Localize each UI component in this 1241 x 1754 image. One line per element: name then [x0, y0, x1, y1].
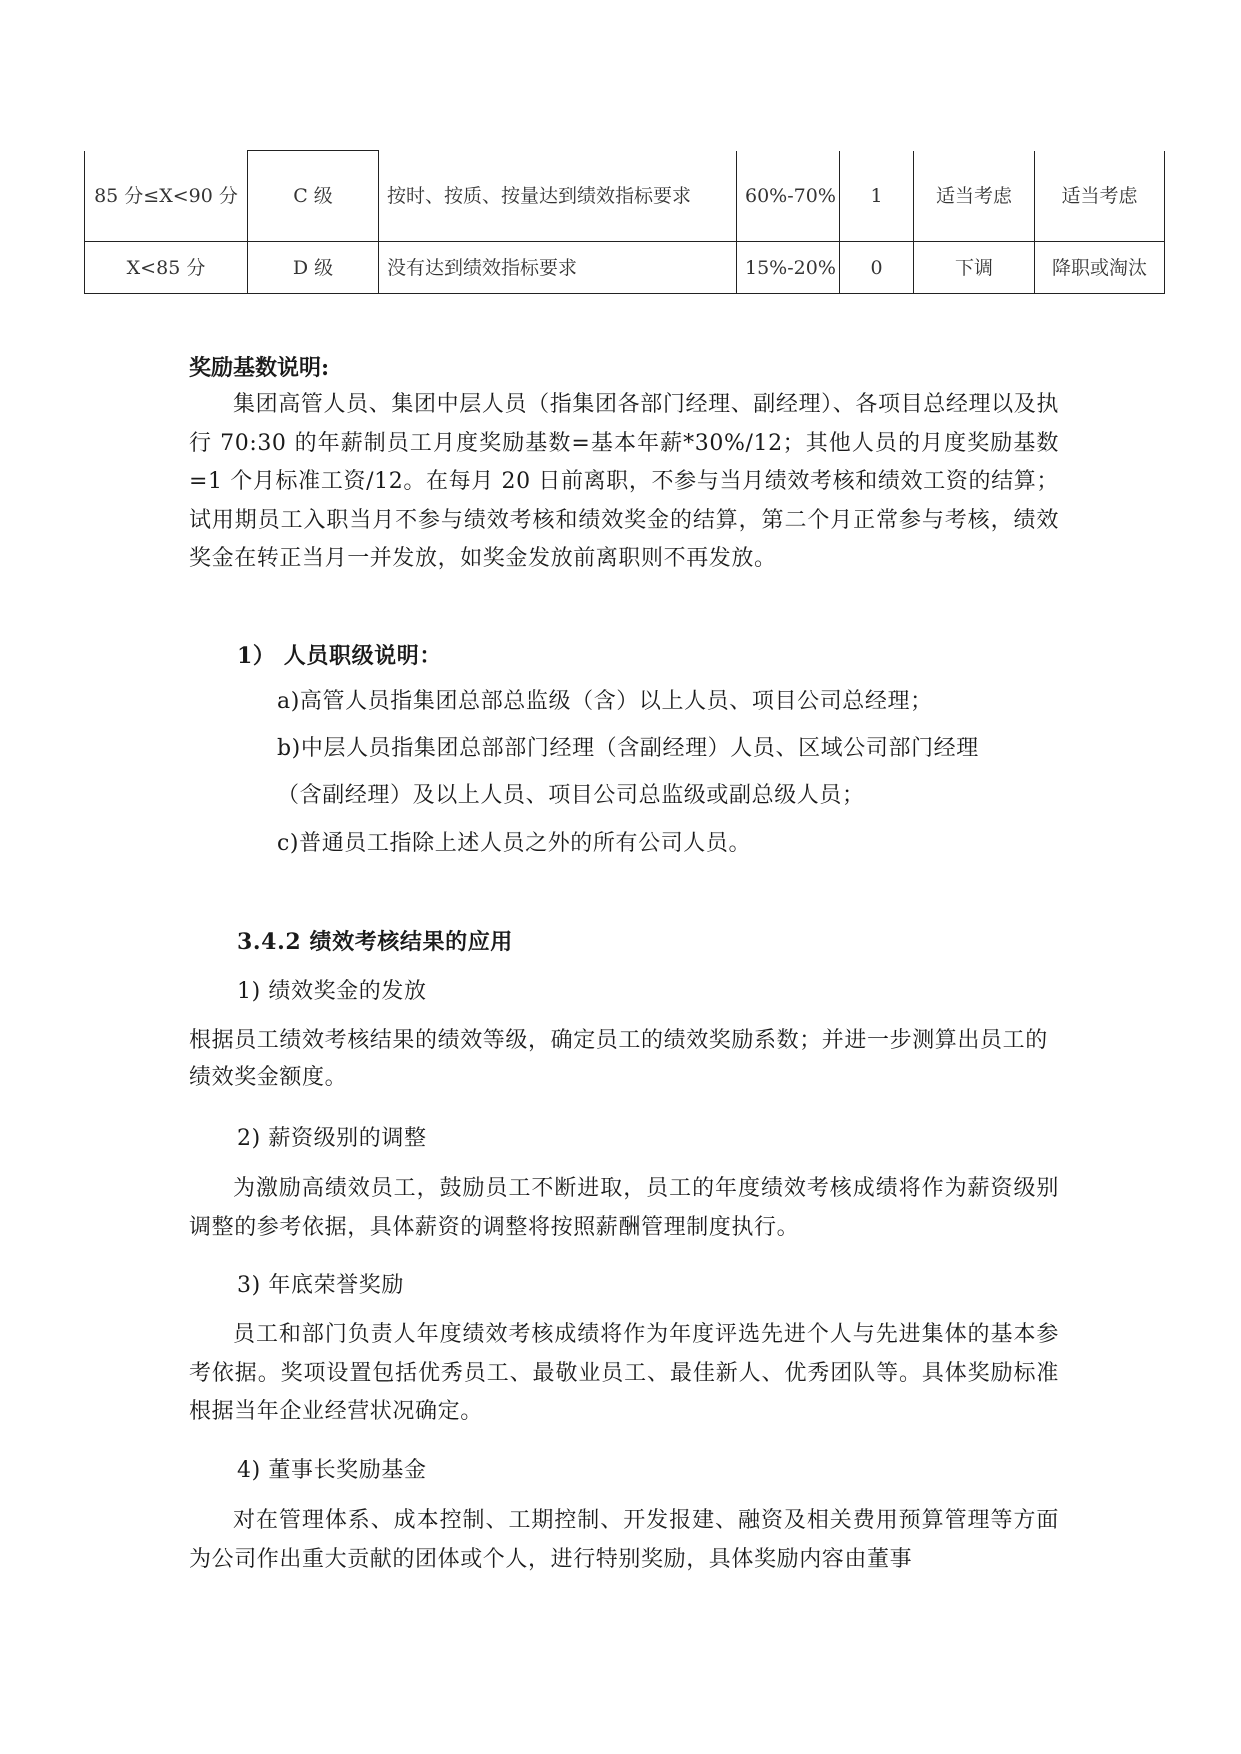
table-row — [85, 151, 1165, 242]
subsection-title: 3) 年底荣誉奖励 — [237, 1273, 404, 1298]
description-cell: 按时、按质、按量达到绩效指标要求 — [379, 151, 737, 242]
body-paragraph: 对在管理体系、成本控制、工期控制、开发报建、融资及相关费用预算管理等方面为公司作出重大贡献的团体或个人，进行特别奖励，具体奖励内容由董事 — [189, 1508, 1059, 1572]
rank-item: a)高管人员指集团总部总监级（含）以上人员、项目公司总经理； — [277, 689, 933, 714]
score-cell: X<85 分 — [85, 242, 248, 294]
body-paragraph: 为激励高绩效员工，鼓励员工不断进取，员工的年度绩效考核成绩将作为薪资级别调整的参考依据，具体薪资的调整将按照薪酬管理制度执行。 — [189, 1176, 1059, 1240]
ratio-cell: 15%-20% — [737, 242, 840, 294]
grade-cell: D 级 — [248, 242, 379, 294]
bonus-base-heading: 奖励基数说明: — [189, 355, 330, 381]
section-heading: 3.4.2 绩效考核结果的应用 — [237, 929, 513, 955]
coefficient-cell: 0 — [840, 242, 914, 294]
adjust-cell: 降职或淘汰 — [1035, 242, 1165, 294]
rank-item: c)普通员工指除上述人员之外的所有公司人员。 — [277, 831, 752, 856]
adjust-cell: 下调 — [914, 242, 1035, 294]
rank-item: b)中层人员指集团总部部门经理（含副经理）人员、区域公司部门经理 — [277, 736, 979, 761]
rank-item: （含副经理）及以上人员、项目公司总监级或副总级人员； — [277, 783, 865, 808]
bonus-base-paragraph: 集团高管人员、集团中层人员（指集团各部门经理、副经理）、各项目总经理以及执行 70:30 的年薪制员工月度奖励基数=基本年薪*30%/12；其他人员的月度奖励基数=1 个月标准工资/12。在每月 20 日前离职，不参与当月绩效考核和绩效工资的结算；试用期员工入职当月不参与绩效考核和绩效奖金的结算，第二个月正常参与考核，绩效奖金在转正当月一并发放，如奖金发放前离职则不再发放。 — [189, 392, 1059, 571]
body-paragraph: 员工和部门负责人年度绩效考核成绩将作为年度评选先进个人与先进集体的基本参考依据。奖项设置包括优秀员工、最敬业员工、最佳新人、优秀团队等。具体奖励标准根据当年企业经营状况确定。 — [189, 1322, 1059, 1424]
adjust-cell: 适当考虑 — [914, 151, 1035, 242]
description-cell: 没有达到绩效指标要求 — [379, 242, 737, 294]
score-cell: 85 分≤X<90 分 — [85, 151, 248, 242]
grade-cell: C 级 — [248, 151, 379, 242]
grade-table — [84, 150, 1165, 294]
coefficient-cell: 1 — [840, 151, 914, 242]
subsection-title: 4) 董事长奖励基金 — [237, 1458, 427, 1483]
subsection-title: 1) 绩效奖金的发放 — [237, 979, 427, 1004]
subsection-title: 2) 薪资级别的调整 — [237, 1126, 427, 1151]
rank-heading: 1） 人员职级说明： — [237, 643, 442, 669]
ratio-cell: 60%-70% — [737, 151, 840, 242]
table-row — [85, 242, 1165, 294]
body-paragraph: 根据员工绩效考核结果的绩效等级，确定员工的绩效奖励系数；并进一步测算出员工的绩效奖金额度。 — [189, 1028, 1048, 1090]
adjust-cell: 适当考虑 — [1035, 151, 1165, 242]
